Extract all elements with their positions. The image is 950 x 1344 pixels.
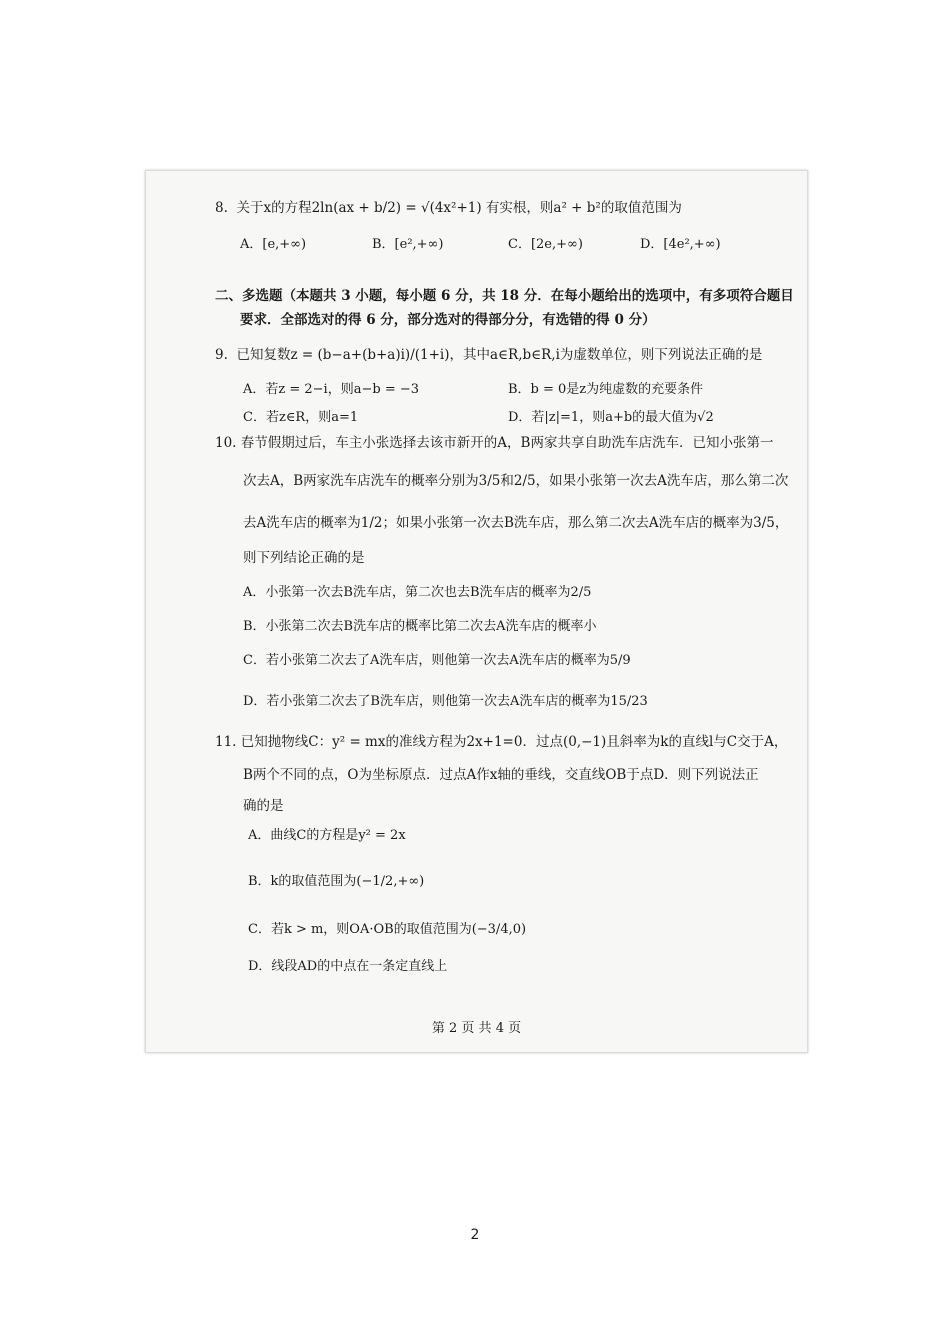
question-10-line3: 去A洗车店的概率为1/2；如果小张第一次去B洗车店，那么第二次去A洗车店的概率为3/5， bbox=[243, 515, 789, 531]
question-10-line2: 次去A，B两家洗车店洗车的概率分别为3/5和2/5，如果小张第一次去A洗车店，那么第二次 bbox=[243, 473, 789, 489]
q11-option-a: A．曲线C的方程是y² = 2x bbox=[248, 828, 406, 843]
q8-option-a: A．[e,+∞) bbox=[240, 237, 307, 252]
page-number: 2 bbox=[470, 1227, 480, 1243]
q9-option-d: D．若|z|=1，则a+b的最大值为√2 bbox=[508, 410, 714, 425]
q10-option-d: D．若小张第二次去了B洗车店，则他第一次去A洗车店的概率为15/23 bbox=[243, 694, 648, 709]
question-11-line3: 确的是 bbox=[243, 798, 284, 814]
q11-option-d: D．线段AD的中点在一条定直线上 bbox=[248, 959, 448, 974]
question-9: 9. 已知复数z = (b−a+(b+a)i)/(1+i)，其中a∈R,b∈R,i为虚数单位，则下列说法正确的是 bbox=[215, 347, 763, 363]
q9-option-b: B．b = 0是z为纯虚数的充要条件 bbox=[508, 382, 704, 397]
section-2-header-line2: 要求．全部选对的得 6 分，部分选对的得部分分，有选错的得 0 分） bbox=[240, 312, 656, 328]
q9-option-a: A．若z = 2−i，则a−b = −3 bbox=[243, 382, 420, 397]
q10-option-c: C．若小张第二次去了A洗车店，则他第一次去A洗车店的概率为5/9 bbox=[243, 653, 631, 668]
q9-option-c: C．若z∈R，则a=1 bbox=[243, 410, 359, 425]
question-8-stem: 关于x的方程2ln(ax + b/2) = √(4x²+1) 有实根，则a² + b²的取值范围为 bbox=[236, 200, 682, 216]
question-9-stem: 已知复数z = (b−a+(b+a)i)/(1+i)，其中a∈R,b∈R,i为虚数单位，则下列说法正确的是 bbox=[236, 347, 763, 363]
q11-option-c: C．若k > m，则OA·OB的取值范围为(−3/4,0) bbox=[248, 922, 527, 937]
q11-option-b: B．k的取值范围为(−1/2,+∞) bbox=[248, 874, 425, 889]
section-2-header-line1: 二、多选题（本题共 3 小题，每小题 6 分，共 18 分．在每小题给出的选项中，有多项符合题目 bbox=[215, 288, 794, 304]
q10-option-a: A．小张第一次去B洗车店，第二次也去B洗车店的概率为2/5 bbox=[243, 585, 592, 600]
question-10: 10. 春节假期过后，车主小张选择去该市新开的A，B两家共享自助洗车店洗车．已知小张第一 bbox=[215, 435, 774, 451]
question-11: 11. 已知抛物线C：y² = mx的准线方程为2x+1=0．过点(0,−1)且斜率为k的直线l与C交于A， bbox=[215, 734, 788, 750]
q8-option-c: C．[2e,+∞) bbox=[508, 237, 583, 252]
question-10-line1: 春节假期过后，车主小张选择去该市新开的A，B两家共享自助洗车店洗车．已知小张第一 bbox=[240, 435, 774, 451]
q8-option-b: B．[e²,+∞) bbox=[372, 237, 444, 252]
question-10-line4: 则下列结论正确的是 bbox=[243, 550, 365, 566]
page-footer: 第 2 页 共 4 页 bbox=[431, 1021, 522, 1036]
q8-option-d: D．[4e²,+∞) bbox=[640, 237, 721, 252]
question-11-line1: 已知抛物线C：y² = mx的准线方程为2x+1=0．过点(0,−1)且斜率为k的直线l与C交于A， bbox=[240, 734, 788, 750]
q10-option-b: B．小张第二次去B洗车店的概率比第二次去A洗车店的概率小 bbox=[243, 619, 597, 634]
question-11-line2: B两个不同的点，O为坐标原点．过点A作x轴的垂线，交直线OB于点D．则下列说法正 bbox=[243, 767, 759, 783]
question-8: 8. 关于x的方程2ln(ax + b/2) = √(4x²+1) 有实根，则a² + b²的取值范围为 bbox=[215, 200, 682, 216]
